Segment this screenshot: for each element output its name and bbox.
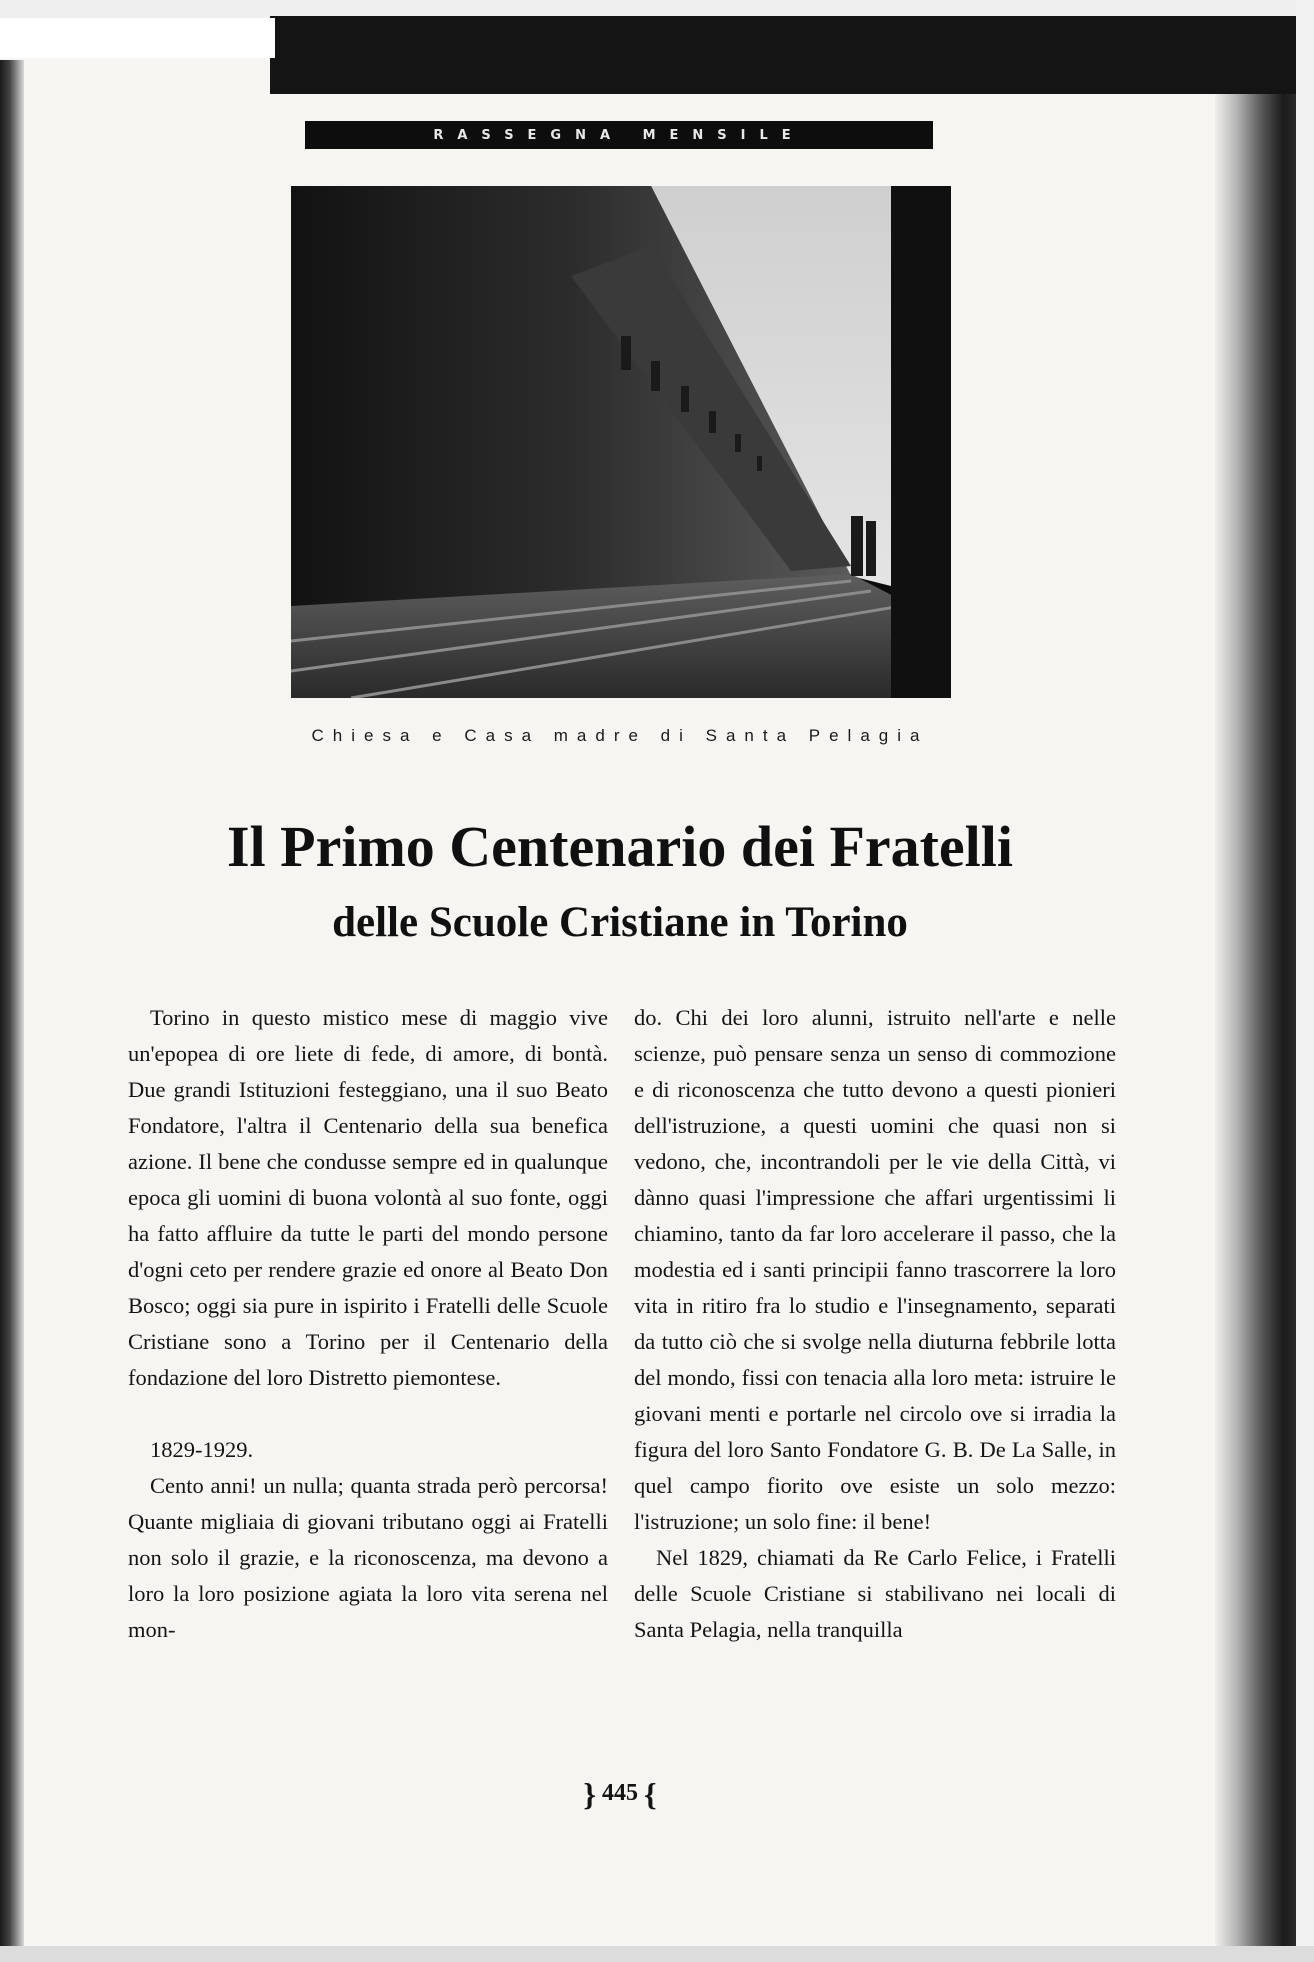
book-gutter-shadow	[1215, 94, 1300, 1962]
running-head	[305, 121, 933, 149]
paragraph-1829: Nel 1829, chiamati da Re Carlo Felice, i Fratelli delle Scuole Cristiane si stabilivano nei locali di Santa Pelagia, nella tranquilla	[634, 1545, 1116, 1642]
page-number	[560, 1776, 680, 1813]
paragraph-years: 1829-1929.	[150, 1437, 254, 1462]
paragraph-intro: Torino in questo mistico mese di maggio vive un'epopea di ore liete di fede, di amore, di bontà. Due grandi Istituzioni festeggiano, una il suo Beato Fondatore, l'altra il Centenario della sua benefica azione. Il bene che condusse sempre ed in qualunque epoca gli uomini di buona volontà al suo fonte, oggi ha fatto affluire da tutte le parti del mondo persone d'ogni ceto per rendere grazie ed onore al Beato Don Bosco; oggi sia pure in ispirito i Fratelli delle Scuole Cristiane sono a Torino per il Centenario della fondazione del loro Distretto piemontese.	[128, 1005, 608, 1390]
page-ornament-left: }	[583, 1776, 596, 1812]
left-column	[128, 1000, 608, 1648]
book-top-shadow	[270, 16, 1314, 94]
paragraph-continuation: do. Chi dei loro alunni, istruito nell'arte e nelle scienze, può pensare senza un senso di commozione e di riconoscenza che tutto devono a questi pionieri dell'istruzione, a questi uomini che quasi non si vedono, che, incontrandoli per le vie della Città, vi dànno quasi l'impressione che affari urgentissimi li chiamino, tanto da far loro accelerare il passo, che la modestia ed i santi principii fanno trascorrere la loro vita in ritiro fra lo studio e l'insegnamento, separati da tutto ciò che si svolge nella diuturna febbrile lotta del mondo, fissi con tenacia alla loro meta: istruire le giovani menti e portarle nel circolo ove si irradia la figura del loro Santo Fondatore G. B. De La Salle, in quel campo fiorito ove esiste un solo mezzo: l'istruzione; un solo fine: il bene!	[634, 1005, 1116, 1534]
street-photograph	[291, 186, 951, 698]
running-head-text: RASSEGNA MENSILE	[433, 127, 805, 143]
scan-corner	[0, 18, 275, 58]
article-title: Il Primo Centenario dei Fratelli	[226, 814, 1014, 879]
page-ornament-right: {	[644, 1776, 657, 1812]
scan-right-edge	[1296, 0, 1314, 1962]
right-column	[634, 1000, 1116, 1648]
photo-caption: Chiesa e Casa madre di Santa Pelagia	[311, 726, 929, 745]
book-left-edge	[0, 60, 24, 1962]
paragraph-cento-anni: Cento anni! un nulla; quanta strada però percorsa! Quante migliaia di giovani tributano oggi ai Fratelli non solo il grazie, e la riconoscenza, ma devono a loro la loro posizione agiata la loro vita serena nel mon-	[128, 1473, 608, 1642]
scan-bottom-edge	[0, 1946, 1314, 1962]
page-number-value: 445	[602, 1780, 638, 1807]
article-subtitle: delle Scuole Cristiane in Torino	[332, 899, 908, 946]
